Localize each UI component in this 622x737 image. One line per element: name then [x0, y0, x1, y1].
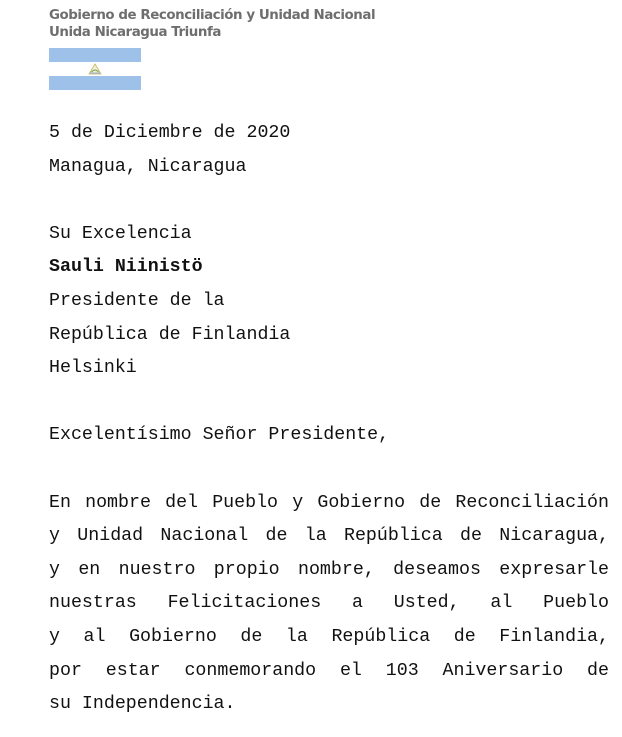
paragraph-line: y en nuestro propio nombre, deseamos expresarle — [49, 559, 609, 580]
letter-paragraph — [49, 487, 609, 722]
letter-place: Managua, Nicaragua — [49, 156, 247, 177]
paragraph-line: y Unidad Nacional de la República de Nicaragua, — [49, 526, 609, 547]
paragraph-line: nuestras Felicitaciones a Usted, al Pueblo — [49, 593, 609, 614]
letter-greeting: Excelentísimo Señor Presidente, — [49, 425, 390, 446]
government-motto: Unida Nicaragua Triunfa — [49, 25, 221, 40]
government-name: Gobierno de Reconciliación y Unidad Nacional — [49, 8, 376, 23]
recipient-name: Sauli Niinistö — [49, 257, 203, 278]
paragraph-line: por estar conmemorando el 103 Aniversario de — [49, 660, 609, 681]
paragraph-line: y al Gobierno de la República de Finlandia, — [49, 626, 609, 647]
recipient-position-1: Presidente de la — [49, 290, 225, 311]
letter-date: 5 de Diciembre de 2020 — [49, 123, 291, 143]
paragraph-line: su Independencia. — [49, 694, 236, 715]
recipient-position-2: República de Finlandia — [49, 324, 291, 345]
letterhead — [49, 7, 375, 41]
coat-of-arms-icon — [88, 62, 102, 76]
paragraph-line: En nombre del Pueblo y Gobierno de Reconciliación — [49, 492, 609, 513]
nicaragua-flag-icon — [49, 48, 141, 90]
letter-body — [49, 117, 609, 722]
recipient-title: Su Excelencia — [49, 223, 192, 244]
recipient-city: Helsinki — [49, 358, 137, 379]
